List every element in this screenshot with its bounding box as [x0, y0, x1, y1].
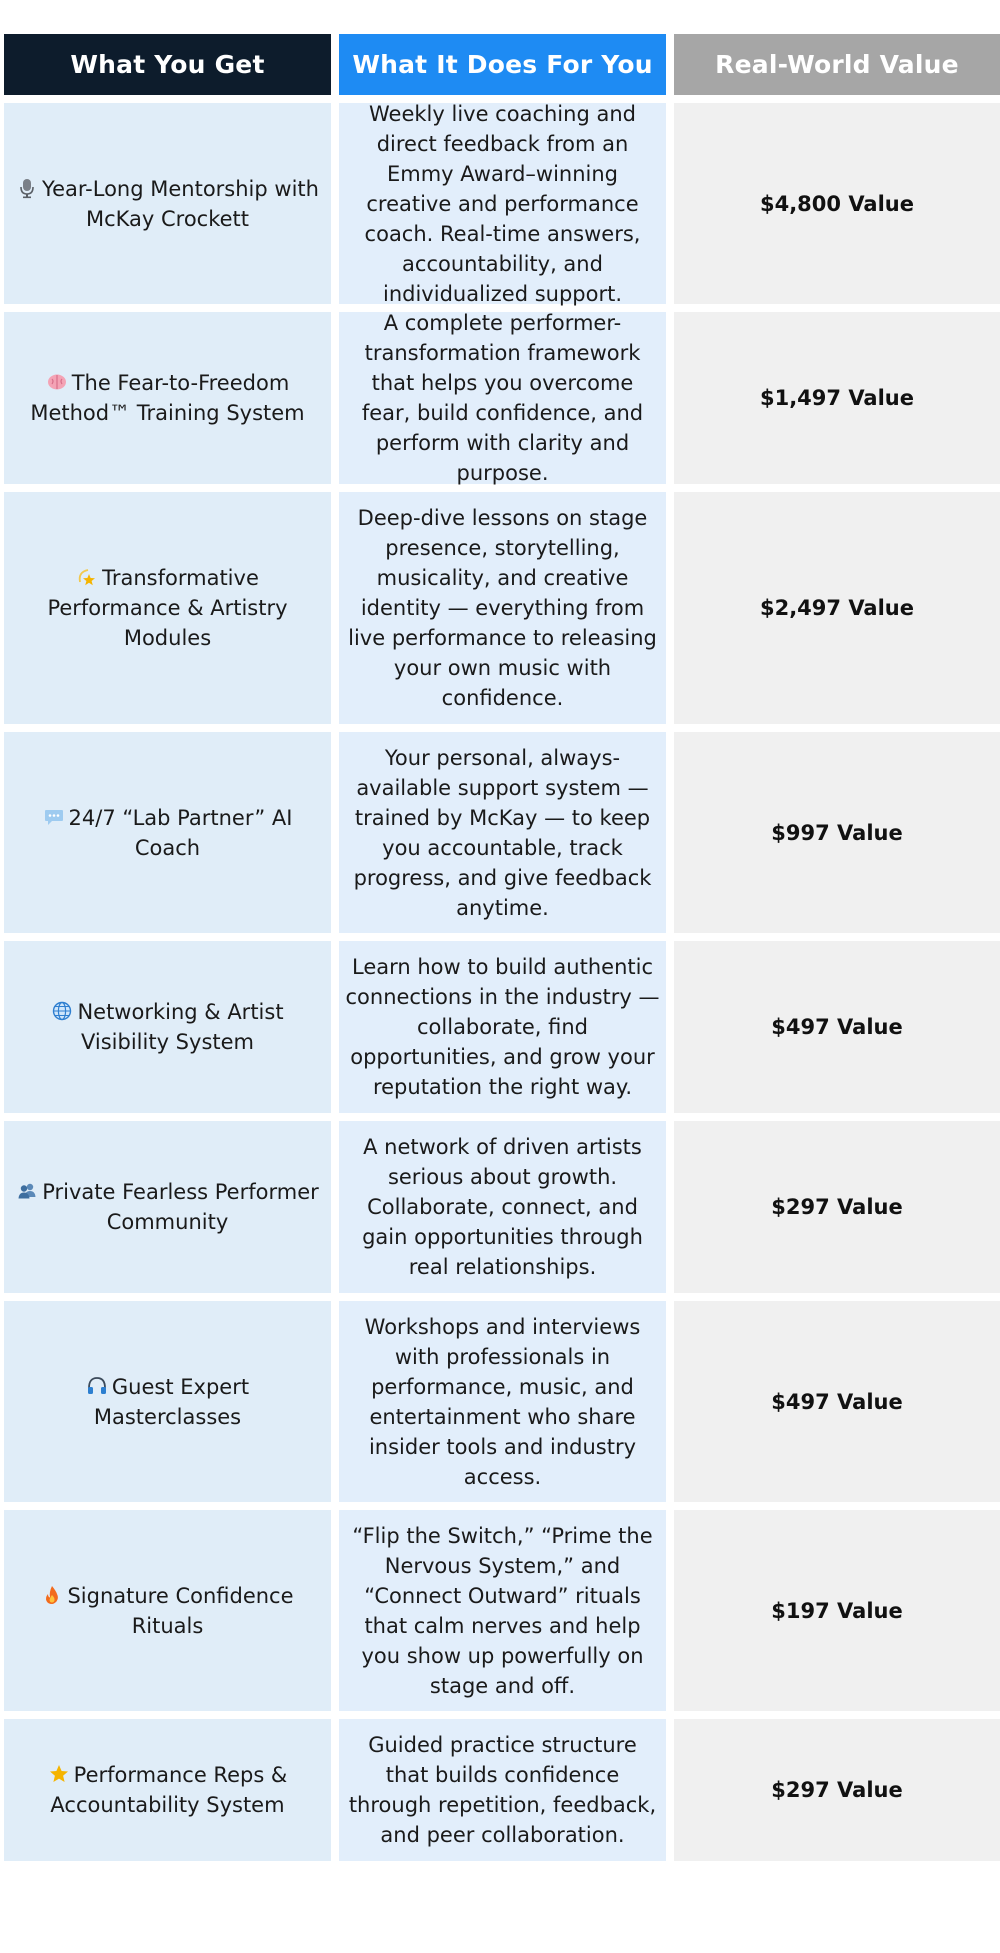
table-row	[0, 312, 1000, 484]
what-cell	[4, 941, 331, 1113]
what-label: The Fear-to-Freedom Method™ Training System	[30, 371, 305, 425]
speech-bubble-icon	[43, 806, 65, 828]
value-table	[0, 34, 1000, 1861]
header-what-you-get: What You Get	[4, 34, 331, 95]
value-cell: $4,800 Value	[674, 103, 1000, 304]
table-row	[0, 492, 1000, 724]
does-cell: Learn how to build authentic connections in the industry — collaborate, find opportunities, and grow your reputation the right way.	[339, 941, 666, 1113]
what-label: Signature Confidence Rituals	[67, 1583, 294, 1638]
what-label: Performance Reps & Accountability System	[50, 1763, 288, 1817]
headphones-icon	[86, 1375, 108, 1397]
does-cell: Deep-dive lessons on stage presence, storytelling, musicality, and creative identity — everything from live performance to releasing your own music with confidence.	[339, 492, 666, 724]
does-cell: A network of driven artists serious about growth. Collaborate, connect, and gain opportunities through real relationships.	[339, 1121, 666, 1293]
does-cell: Guided practice structure that builds confidence through repetition, feedback, and peer collaboration.	[339, 1719, 666, 1861]
does-cell: Workshops and interviews with professionals in performance, music, and entertainment who share insider tools and industry access.	[339, 1301, 666, 1502]
table-row	[0, 1719, 1000, 1861]
people-icon	[16, 1180, 38, 1202]
value-cell: $2,497 Value	[674, 492, 1000, 724]
what-cell	[4, 312, 331, 484]
what-cell	[4, 732, 331, 933]
header-row	[0, 34, 1000, 95]
does-cell: Your personal, always-available support system — trained by McKay — to keep you accountable, track progress, and give feedback anytime.	[339, 732, 666, 933]
what-label: Guest Expert Masterclasses	[93, 1374, 250, 1429]
does-cell: “Flip the Switch,” “Prime the Nervous System,” and “Connect Outward” rituals that calm nerves and help you show up powerfully on stage and off.	[339, 1510, 666, 1711]
value-cell: $497 Value	[674, 1301, 1000, 1502]
table-row	[0, 732, 1000, 933]
what-cell	[4, 103, 331, 304]
table-row	[0, 1510, 1000, 1711]
what-cell	[4, 492, 331, 724]
table-row	[0, 941, 1000, 1113]
dizzy-star-icon	[76, 566, 98, 588]
globe-icon	[51, 1000, 73, 1022]
star-icon	[48, 1763, 70, 1785]
does-cell: A complete performer-transformation framework that helps you overcome fear, build confidence, and perform with clarity and purpose.	[339, 312, 666, 484]
fire-icon	[41, 1584, 63, 1606]
what-cell	[4, 1301, 331, 1502]
what-label: Networking & Artist Visibility System	[77, 1000, 284, 1054]
table-row	[0, 103, 1000, 304]
what-label: Year-Long Mentorship with McKay Crockett	[42, 176, 319, 231]
value-cell: $997 Value	[674, 732, 1000, 933]
what-label: 24/7 “Lab Partner” AI Coach	[68, 805, 293, 860]
value-cell: $497 Value	[674, 941, 1000, 1113]
header-real-world-value: Real-World Value	[674, 34, 1000, 95]
what-cell	[4, 1121, 331, 1293]
header-what-it-does: What It Does For You	[339, 34, 666, 95]
table-row	[0, 1121, 1000, 1293]
what-label: Private Fearless Performer Community	[42, 1180, 319, 1234]
microphone-icon	[16, 177, 38, 199]
value-cell: $197 Value	[674, 1510, 1000, 1711]
brain-icon	[46, 371, 68, 393]
does-cell: Weekly live coaching and direct feedback from an Emmy Award–winning creative and performance coach. Real-time answers, accountability, and individualized support.	[339, 103, 666, 304]
value-cell: $1,497 Value	[674, 312, 1000, 484]
what-cell	[4, 1719, 331, 1861]
what-label: Transformative Performance & Artistry Modules	[47, 566, 288, 650]
value-cell: $297 Value	[674, 1719, 1000, 1861]
value-cell: $297 Value	[674, 1121, 1000, 1293]
table-row	[0, 1301, 1000, 1502]
what-cell	[4, 1510, 331, 1711]
